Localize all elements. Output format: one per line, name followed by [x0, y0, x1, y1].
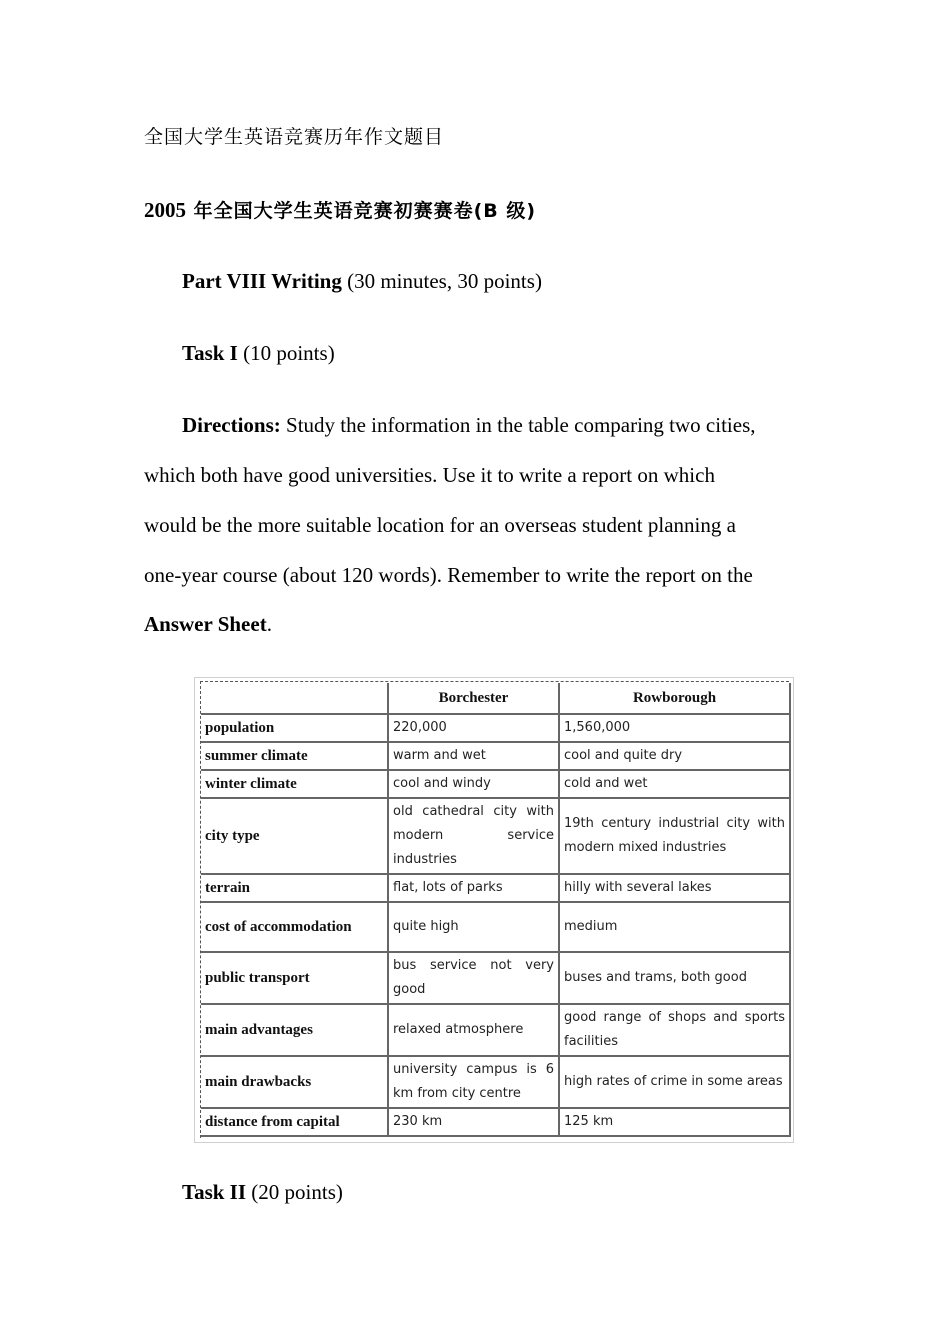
directions-end: .: [266, 612, 272, 636]
row-label: terrain: [201, 874, 388, 902]
part-heading: [182, 269, 542, 293]
task1-label: Task I: [182, 341, 238, 365]
cell-rowborough: buses and trams, both good: [559, 952, 790, 1004]
row-label: winter climate: [201, 770, 388, 798]
cell-rowborough: 19th century industrial city with modern mixed industries: [559, 798, 790, 874]
table-row: [201, 874, 790, 902]
cell-borchester: bus service not very good: [388, 952, 559, 1004]
city-comparison-table: [201, 683, 791, 1137]
part-detail: (30 minutes, 30 points): [341, 269, 542, 293]
directions-line: [144, 612, 272, 636]
answer-sheet-label: Answer Sheet: [144, 612, 267, 636]
row-label: public transport: [201, 952, 388, 1004]
task1-detail: (10 points): [237, 341, 335, 365]
cell-rowborough: medium: [559, 902, 790, 952]
part-label: Part VIII Writing: [182, 269, 342, 293]
cell-borchester: university campus is 6 km from city centre: [388, 1056, 559, 1108]
row-label: cost of accommodation: [201, 902, 388, 952]
table-row: [201, 1108, 790, 1136]
cell-rowborough: good range of shops and sports facilities: [559, 1004, 790, 1056]
table-row: [201, 798, 790, 874]
cell-rowborough: high rates of crime in some areas: [559, 1056, 790, 1108]
cell-borchester: flat, lots of parks: [388, 874, 559, 902]
row-label: summer climate: [201, 742, 388, 770]
header-rowborough: Rowborough: [559, 683, 790, 714]
table-row: [201, 714, 790, 742]
exam-heading: [144, 198, 536, 223]
cell-borchester: 230 km: [388, 1108, 559, 1136]
table-row: [201, 770, 790, 798]
table-row: [201, 742, 790, 770]
cell-rowborough: cold and wet: [559, 770, 790, 798]
cell-rowborough: cool and quite dry: [559, 742, 790, 770]
row-label: population: [201, 714, 388, 742]
cell-borchester: quite high: [388, 902, 559, 952]
directions-line: one-year course (about 120 words). Remember to write the report on the: [144, 563, 753, 587]
cell-rowborough: hilly with several lakes: [559, 874, 790, 902]
table-row: [201, 1056, 790, 1108]
cell-borchester: 220,000: [388, 714, 559, 742]
header-borchester: Borchester: [388, 683, 559, 714]
row-label: city type: [201, 798, 388, 874]
task2-label: Task II: [182, 1180, 247, 1204]
cell-rowborough: 1,560,000: [559, 714, 790, 742]
task2-heading: [182, 1180, 343, 1204]
table-row: [201, 1004, 790, 1056]
exam-heading-text: 年全国大学生英语竞赛初赛赛卷(B 级): [186, 200, 537, 222]
directions-line: [182, 413, 756, 437]
city-comparison-table-image: [194, 677, 794, 1143]
directions-line: which both have good universities. Use it to write a report on which: [144, 463, 715, 487]
header-blank: [201, 683, 388, 714]
cell-borchester: relaxed atmosphere: [388, 1004, 559, 1056]
table-row: [201, 952, 790, 1004]
row-label: distance from capital: [201, 1108, 388, 1136]
task1-heading: [182, 341, 335, 365]
cell-borchester: old cathedral city with modern service industries: [388, 798, 559, 874]
directions-line: would be the more suitable location for an overseas student planning a: [144, 513, 736, 537]
document-title: 全国大学生英语竞赛历年作文题目: [144, 126, 445, 148]
table-row: [201, 902, 790, 952]
task2-detail: (20 points): [246, 1180, 343, 1204]
cell-borchester: warm and wet: [388, 742, 559, 770]
cell-borchester: cool and windy: [388, 770, 559, 798]
directions-label: Directions:: [182, 413, 281, 437]
directions-text: Study the information in the table comparing two cities,: [280, 413, 756, 437]
exam-year: 2005: [144, 198, 186, 222]
row-label: main advantages: [201, 1004, 388, 1056]
row-label: main drawbacks: [201, 1056, 388, 1108]
table-header-row: [201, 683, 790, 714]
cell-rowborough: 125 km: [559, 1108, 790, 1136]
